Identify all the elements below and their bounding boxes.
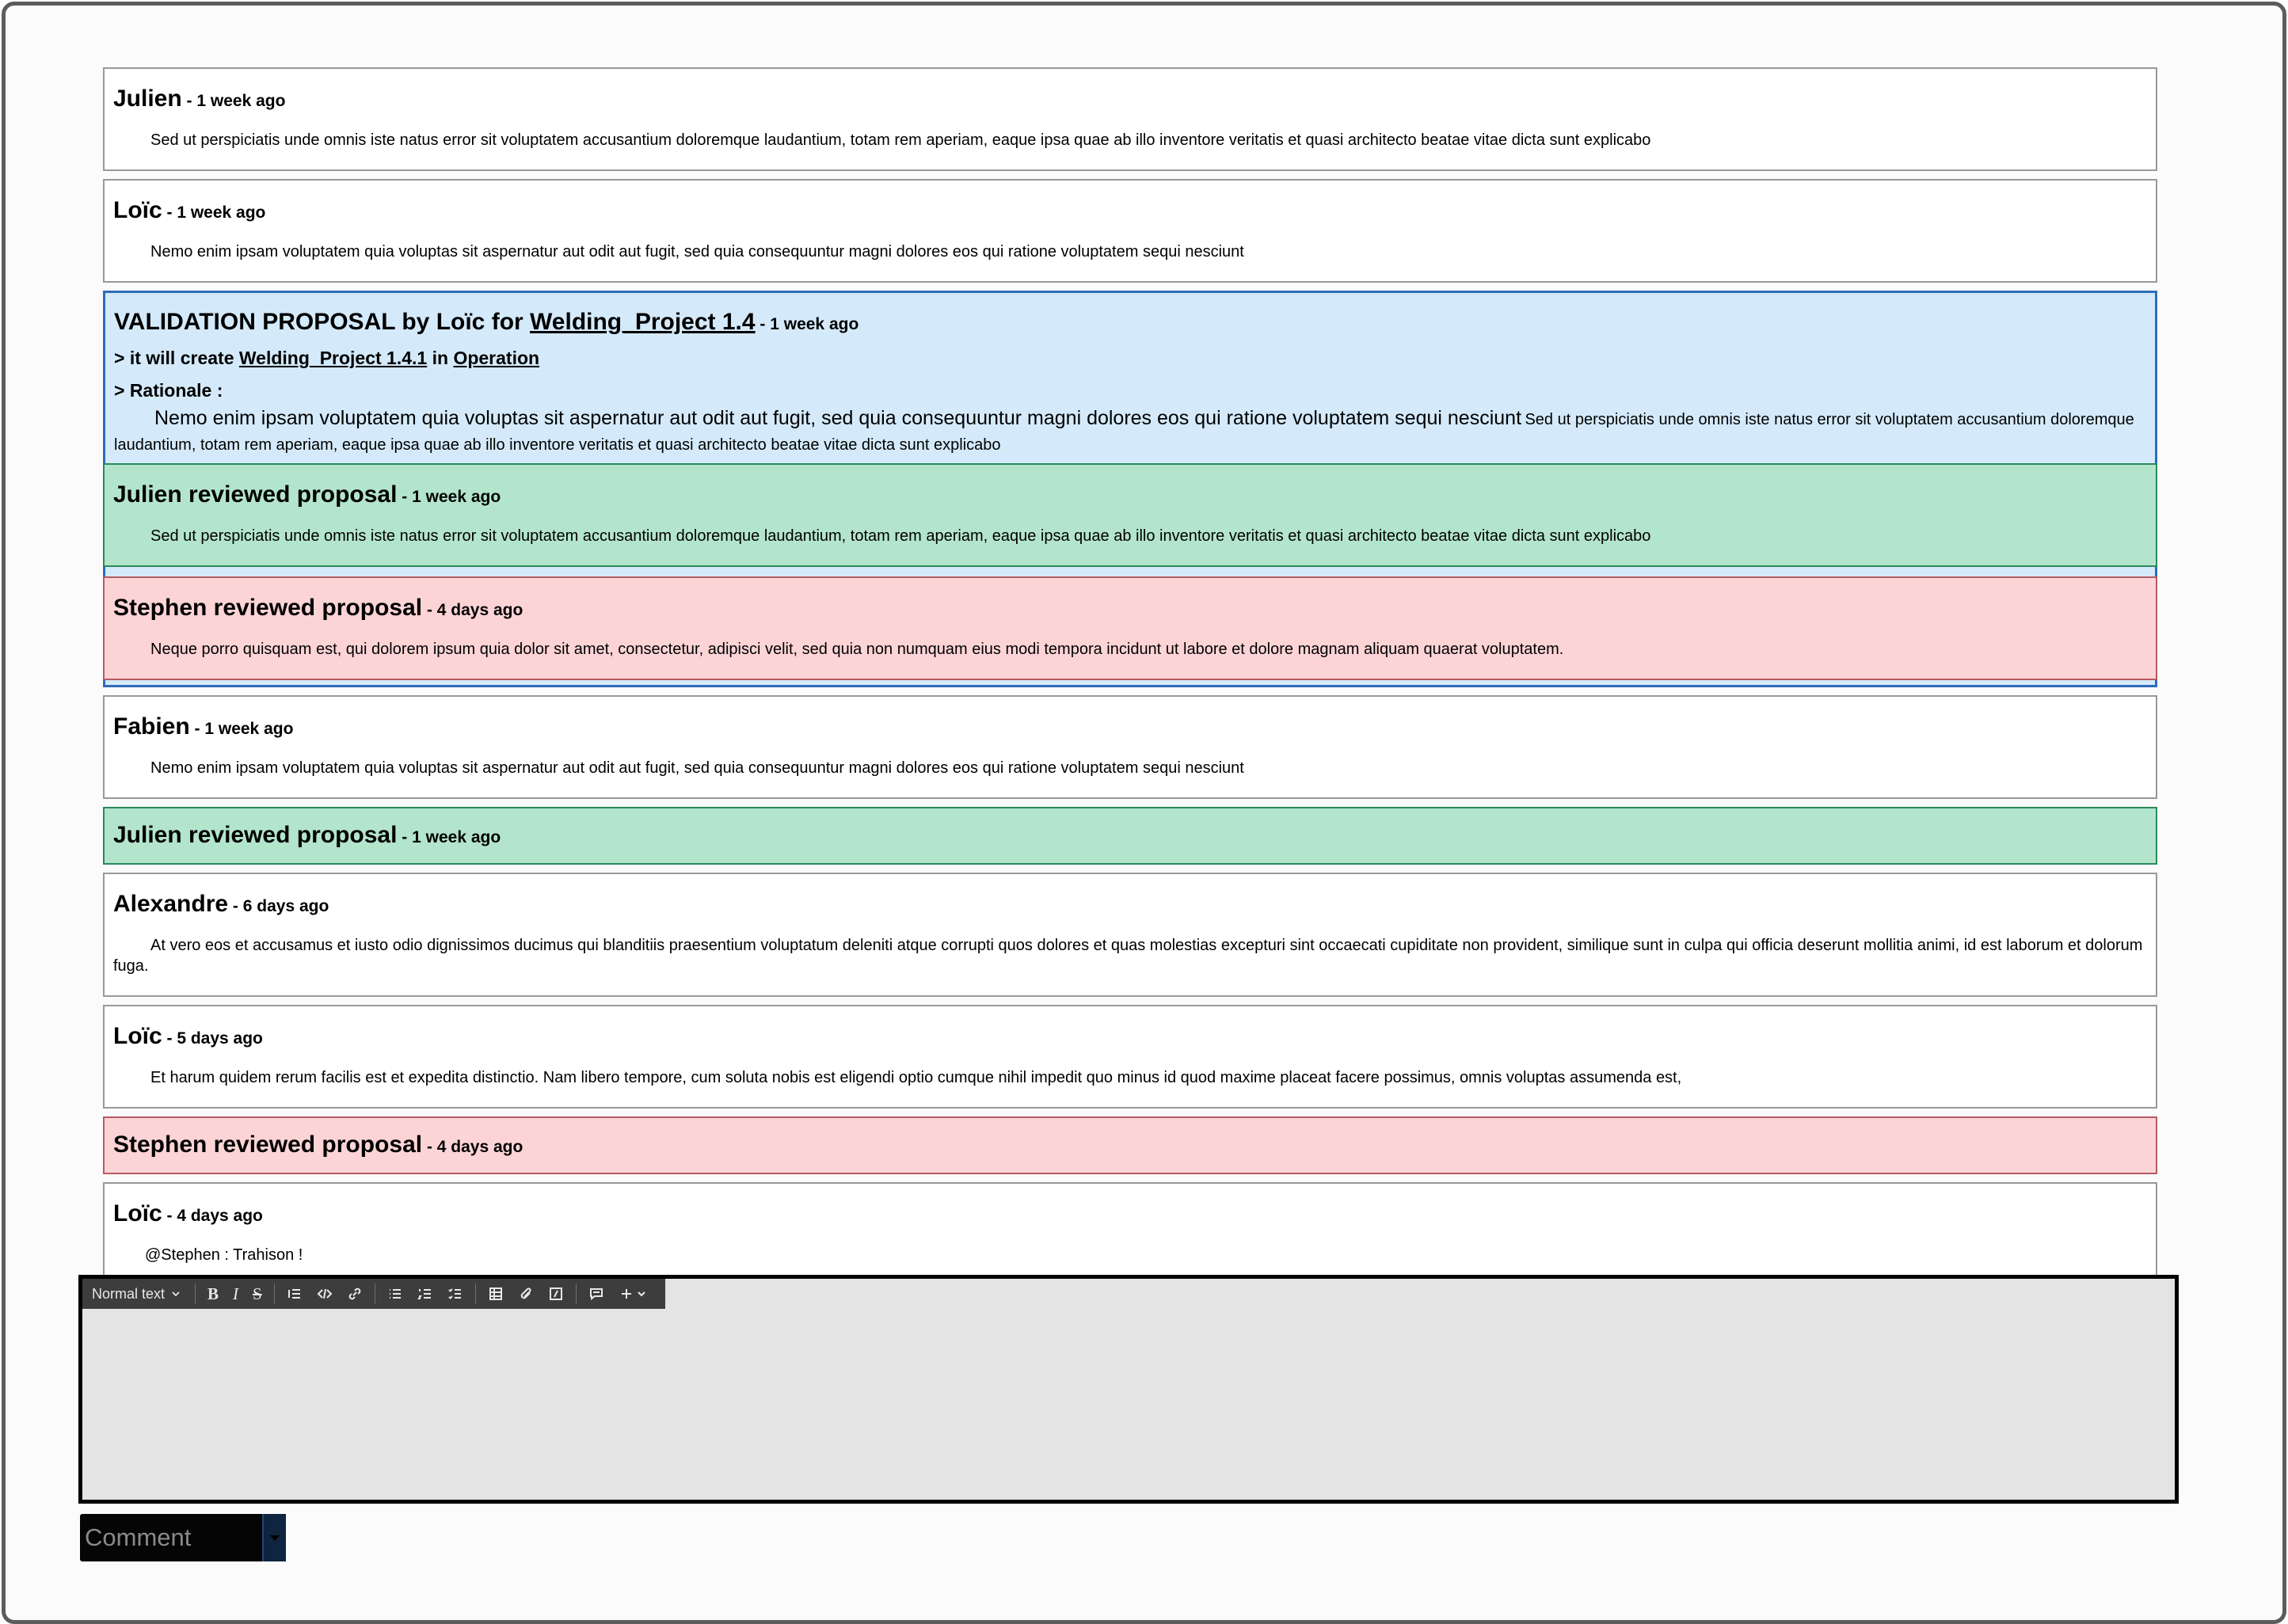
comment-card xyxy=(103,695,2157,799)
checklist-icon[interactable] xyxy=(440,1279,470,1309)
rationale-label: > Rationale : xyxy=(114,380,223,401)
comment-author: Fabien xyxy=(113,713,190,740)
comment-author: Loïc xyxy=(113,1200,162,1227)
validation-proposal xyxy=(103,291,2157,687)
operation-link[interactable]: Operation xyxy=(453,348,540,368)
comment-body: Sed ut perspiciatis unde omnis iste natus error sit voluptatem accusantium doloremque laudantium, totam rem aperiam, eaque ipsa quae ab illo inventore veritatis et quasi architecto beatae vitae dicta sunt explicabo xyxy=(150,131,1651,149)
review-title: Julien reviewed proposal xyxy=(113,481,398,508)
comment-author: Julien xyxy=(113,86,182,112)
slash-command-icon[interactable] xyxy=(541,1279,571,1309)
link-icon[interactable] xyxy=(340,1279,370,1309)
comment-card xyxy=(103,873,2157,997)
comment-author: Loïc xyxy=(113,1023,162,1049)
comment-body: At vero eos et accusamus et iusto odio dignissimos ducimus qui blanditiis praesentium voluptatum deleniti atque corrupti quos dolores et quas molestias excepturi sint occaecati cupiditate non provident, similique sunt in culpa qui officia deserunt mollitia animi, id est laborum et dolorum fuga. xyxy=(113,937,2143,975)
review-body: Sed ut perspiciatis unde omnis iste natus error sit voluptatem accusantium doloremque laudantium, totam rem aperiam, eaque ipsa quae ab illo inventore veritatis et quasi architecto beatae vitae dicta sunt explicabo xyxy=(150,527,1651,545)
rationale-text-extra: Sed ut perspiciatis unde omnis iste natus error sit voluptatem accusantium doloremque laudantium, totam rem aperiam, eaque ipsa quae ab illo inventore veritatis et quasi architecto beatae vitae dicta sunt explicabo xyxy=(114,411,2134,454)
create-prefix: > it will create xyxy=(114,348,239,368)
comment-card xyxy=(103,179,2157,283)
comment-body: @Stephen : Trahison ! xyxy=(145,1246,303,1264)
comment-body: Nemo enim ipsam voluptatem quia voluptas sit aspernatur aut odit aut fugit, sed quia consequuntur magni dolores eos qui ratione voluptatem sequi nesciunt xyxy=(150,243,1244,261)
review-approved-card[interactable] xyxy=(103,807,2157,865)
comment-time: - 6 days ago xyxy=(228,897,329,915)
bullet-list-icon[interactable] xyxy=(380,1279,410,1309)
comment-time: - 1 week ago xyxy=(162,203,266,222)
rationale-body xyxy=(105,401,2155,463)
proposal-title xyxy=(105,307,2155,340)
proposal-time: - 1 week ago xyxy=(755,315,859,333)
proposal-create-line xyxy=(105,348,2155,369)
review-rejected-card[interactable] xyxy=(103,1116,2157,1174)
editor-toolbar xyxy=(82,1279,665,1309)
review-title: Stephen reviewed proposal xyxy=(113,595,423,621)
comment-editor[interactable] xyxy=(78,1275,2179,1504)
dropdown-arrow-icon[interactable] xyxy=(262,1514,286,1561)
comment-card xyxy=(103,67,2157,171)
review-time: - 4 days ago xyxy=(422,1138,523,1156)
review-time: - 4 days ago xyxy=(422,601,523,619)
comment-author: Loïc xyxy=(113,197,162,223)
proposal-target-link[interactable]: Welding_Project 1.4 xyxy=(530,309,756,335)
chevron-down-icon xyxy=(637,1289,646,1299)
activity-feed xyxy=(103,67,2157,1294)
comment-button[interactable] xyxy=(80,1514,286,1561)
text-style-select[interactable] xyxy=(82,1279,190,1309)
code-icon[interactable] xyxy=(310,1279,340,1309)
review-time: - 1 week ago xyxy=(397,828,501,846)
app-window xyxy=(2,2,2286,1624)
text-style-label: Normal text xyxy=(92,1285,166,1302)
comment-button-label: Comment xyxy=(85,1523,192,1551)
strikethrough-icon[interactable]: S xyxy=(253,1284,262,1303)
comment-time: - 1 week ago xyxy=(181,92,286,110)
review-approved-card xyxy=(103,463,2157,567)
review-body: Neque porro quisquam est, qui dolorem ipsum quia dolor sit amet, consectetur, adipisci velit, sed quia non numquam eius modi tempora incidunt ut labore et dolore magnam aliquam quaerat voluptatem. xyxy=(150,641,1564,658)
review-time: - 1 week ago xyxy=(397,488,501,506)
comment-card xyxy=(103,1182,2157,1286)
quote-icon[interactable] xyxy=(280,1279,310,1309)
new-version-link[interactable]: Welding_Project 1.4.1 xyxy=(238,348,428,368)
comment-author: Alexandre xyxy=(113,891,229,917)
bold-icon[interactable]: B xyxy=(207,1284,219,1303)
italic-icon[interactable]: I xyxy=(233,1284,239,1303)
comment-card xyxy=(103,1005,2157,1109)
review-rejected-card xyxy=(103,576,2157,680)
comment-time: - 4 days ago xyxy=(162,1207,263,1225)
rationale-text-main: Nemo enim ipsam voluptatem quia voluptas sit aspernatur aut odit aut fugit, sed quia consequuntur magni dolores eos qui ratione voluptatem sequi nesciunt xyxy=(154,407,1522,429)
create-in: in xyxy=(427,348,454,368)
comment-body: Et harum quidem rerum facilis est et expedita distinctio. Nam libero tempore, cum soluta nobis est eligendi optio cumque nihil impedit quo minus id quod maxime placeat facere possimus, omnis voluptas assumenda est, xyxy=(150,1069,1682,1086)
comment-body: Nemo enim ipsam voluptatem quia voluptas sit aspernatur aut odit aut fugit, sed quia consequuntur magni dolores eos qui ratione voluptatem sequi nesciunt xyxy=(150,759,1244,777)
comment-time: - 5 days ago xyxy=(162,1029,263,1048)
review-title: Julien reviewed proposal xyxy=(113,822,398,848)
chevron-down-icon xyxy=(171,1289,181,1299)
plus-icon[interactable] xyxy=(611,1279,653,1309)
attachment-icon[interactable] xyxy=(511,1279,541,1309)
comment-icon[interactable] xyxy=(581,1279,611,1309)
numbered-list-icon[interactable] xyxy=(410,1279,440,1309)
comment-time: - 1 week ago xyxy=(189,720,294,738)
review-title: Stephen reviewed proposal xyxy=(113,1131,423,1158)
proposal-title-prefix: VALIDATION PROPOSAL by Loïc for xyxy=(114,309,531,335)
table-icon[interactable] xyxy=(481,1279,511,1309)
